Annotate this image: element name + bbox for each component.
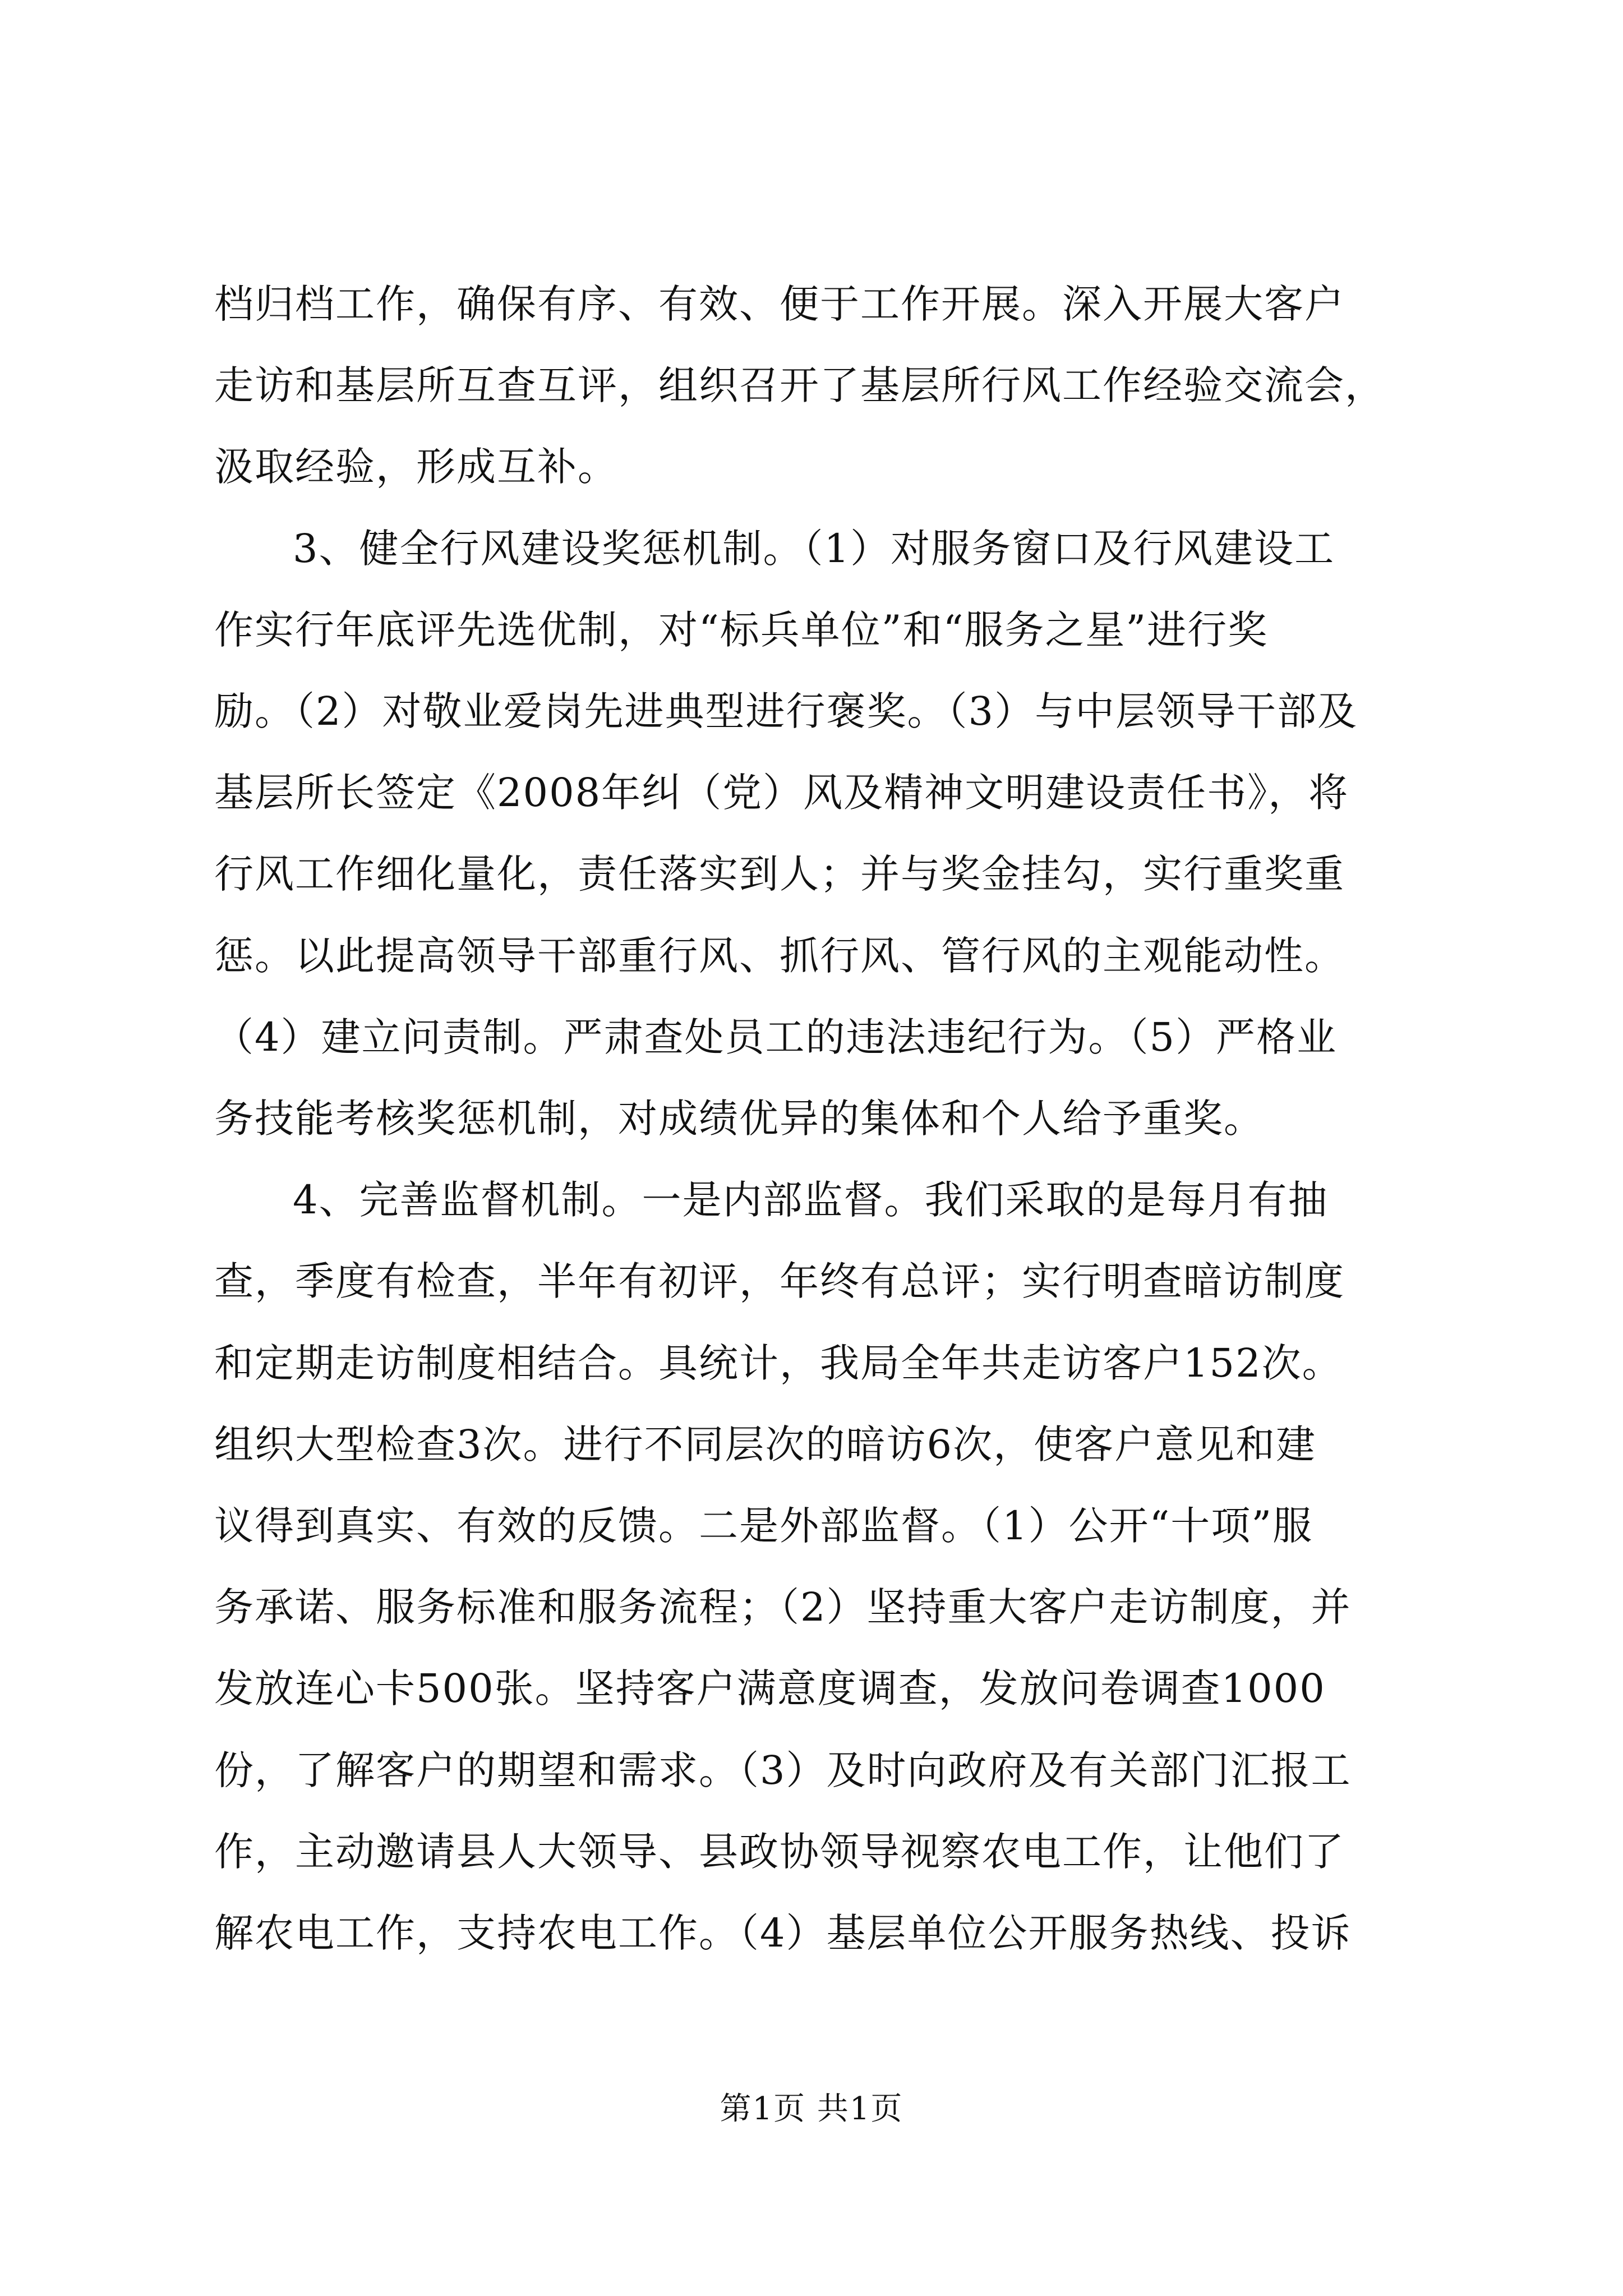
text-line: 行风工作细化量化，责任落实到人；并与奖金挂勾，实行重奖重 [214, 851, 1345, 898]
text-line: 议得到真实、有效的反馈。二是外部监督。（1）公开“十项”服 [214, 1503, 1313, 1549]
paragraph-2 [214, 508, 1470, 1160]
text-line: 查，季度有检查，半年有初评，年终有总评；实行明查暗访制度 [214, 1258, 1345, 1305]
paragraph-1 [214, 264, 1470, 508]
text-line: 励。（2）对敬业爱岗先进典型进行褒奖。（3）与中层领导干部及 [214, 688, 1358, 735]
text-line: 解农电工作，支持农电工作。（4）基层单位公开服务热线、投诉 [214, 1910, 1352, 1957]
text-line: 3、健全行风建设奖惩机制。（1）对服务窗口及行风建设工 [293, 525, 1335, 572]
text-line: （4）建立问责制。严肃查处员工的违法违纪行为。（5）严格业 [214, 1014, 1338, 1060]
text-line: 汲取经验，形成互补。 [214, 444, 618, 490]
text-line: 和定期走访制度相结合。具统计，我局全年共走访客户152次。 [214, 1340, 1343, 1386]
text-line: 作，主动邀请县人大领导、县政协领导视察农电工作，让他们了 [214, 1828, 1345, 1875]
text-line: 惩。以此提高领导干部重行风、抓行风、管行风的主观能动性。 [214, 932, 1345, 979]
document-body [214, 264, 1470, 1974]
text-line: 档归档工作，确保有序、有效、便于工作开展。深入开展大客户 [214, 281, 1345, 327]
text-line: 组织大型检查3次。进行不同层次的暗访6次，使客户意见和建 [214, 1421, 1317, 1467]
text-line: 务技能考核奖惩机制，对成绩优异的集体和个人给予重奖。 [214, 1096, 1264, 1142]
text-line: 份，了解客户的期望和需求。（3）及时向政府及有关部门汇报工 [214, 1747, 1352, 1793]
paragraph-3 [214, 1159, 1470, 1974]
text-line: 务承诺、服务标准和服务流程；（2）坚持重大客户走访制度，并 [214, 1584, 1352, 1631]
text-line: 走访和基层所互查互评，组织召开了基层所行风工作经验交流会， [214, 362, 1385, 409]
text-line: 基层所长签定《2008年纠（党）风及精神文明建设责任书》，将 [214, 770, 1349, 816]
text-line: 作实行年底评先选优制，对“标兵单位”和“服务之星”进行奖 [214, 606, 1269, 653]
text-line: 4、完善监督机制。一是内部监督。我们采取的是每月有抽 [293, 1177, 1329, 1223]
text-line: 发放连心卡500张。坚持客户满意度调查，发放问卷调查1000 [214, 1665, 1326, 1712]
page-footer: 第1页 共1页 [720, 2091, 903, 2127]
